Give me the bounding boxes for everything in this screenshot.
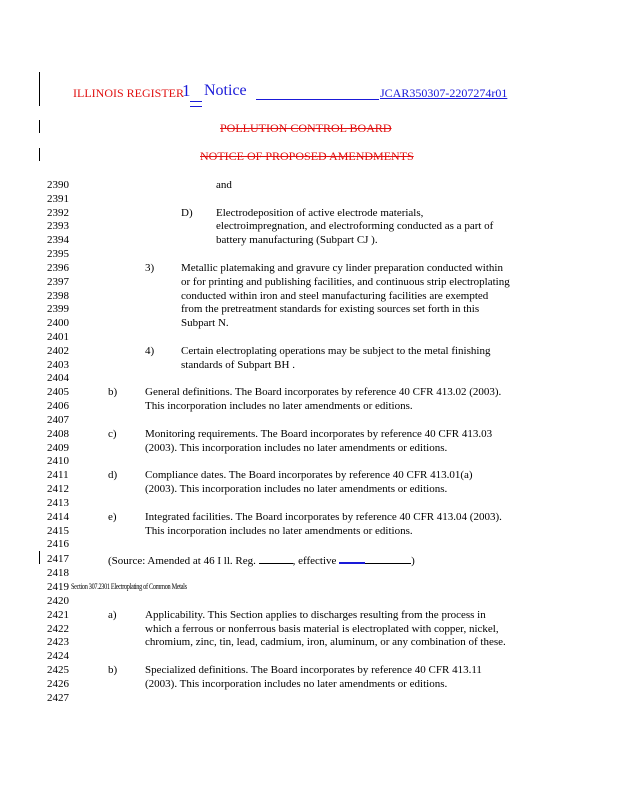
line-number: 2395 xyxy=(47,248,69,261)
line-number: 2397 xyxy=(47,275,69,288)
register-title: ILLINOIS REGISTER xyxy=(73,86,184,100)
line-text: Compliance dates. The Board incorporates by reference 40 CFR 413.01(a) xyxy=(145,469,473,482)
change-bar-4 xyxy=(39,551,40,564)
line-text: Metallic platemaking and gravure cy linder preparation conducted within xyxy=(181,261,503,274)
line-text: which a ferrous or nonferrous basis material is electroplated with copper, nickel, xyxy=(145,622,499,635)
item-label: a) xyxy=(108,608,117,621)
line-number: 2427 xyxy=(47,691,69,704)
reg-blank xyxy=(259,553,293,564)
notice-label: Notice xyxy=(204,82,247,99)
line-number: 2412 xyxy=(47,483,69,496)
line-text: (2003). This incorporation includes no later amendments or editions. xyxy=(145,483,448,496)
line-number: 2424 xyxy=(47,650,69,663)
line-text: or for printing and publishing facilities, and continuous strip electroplating xyxy=(181,275,510,288)
notice-underline xyxy=(256,99,379,100)
line-number: 2425 xyxy=(47,664,69,676)
section-heading: Section 307.2301 Electroplating of Common Metals xyxy=(71,582,187,591)
line-text: This incorporation includes no later amendments or editions. xyxy=(145,400,413,413)
line-number: 2401 xyxy=(47,331,69,344)
line-number: 2418 xyxy=(47,567,69,579)
line-number: 2414 xyxy=(47,510,69,523)
line-text: Subpart N. xyxy=(181,317,229,330)
line-text: battery manufacturing (Subpart CJ ). xyxy=(216,234,378,247)
line-number: 2390 xyxy=(47,179,69,191)
line-text: Certain electroplating operations may be subject to the metal finishing xyxy=(181,344,491,357)
change-bar-2 xyxy=(39,120,40,133)
notice-title: NOTICE OF PROPOSED AMENDMENTS xyxy=(200,149,414,163)
line-number: 2419 xyxy=(47,581,69,593)
effective-date-blank-blue xyxy=(339,552,365,564)
line-number: 2391 xyxy=(47,192,69,205)
change-bar-1 xyxy=(39,72,40,106)
line-number: 2417 xyxy=(47,553,69,565)
page-number-marks xyxy=(190,90,204,110)
item-label: b) xyxy=(108,664,118,676)
line-text: This incorporation includes no later amendments or editions. xyxy=(145,524,413,537)
line-text: chromium, zinc, tin, lead, cadmium, iron, aluminum, or any combination of these. xyxy=(145,636,506,649)
line-number: 2423 xyxy=(47,636,69,649)
jcar-code: JCAR350307-2207274r01 xyxy=(380,86,508,100)
line-text: and xyxy=(216,179,232,191)
item-label: c) xyxy=(108,427,117,440)
line-number: 2426 xyxy=(47,677,69,690)
line-number: 2399 xyxy=(47,303,69,316)
line-number: 2405 xyxy=(47,386,69,399)
line-number: 2415 xyxy=(47,524,69,537)
item-label: 3) xyxy=(145,261,155,274)
line-number: 2404 xyxy=(47,372,69,385)
line-number: 2400 xyxy=(47,317,69,330)
effective-date-blank xyxy=(365,553,411,564)
line-number: 2410 xyxy=(47,455,69,468)
board-name: POLLUTION CONTROL BOARD xyxy=(220,121,392,135)
change-bar-3 xyxy=(39,148,40,161)
line-text: from the pretreatment standards for existing sources set forth in this xyxy=(181,303,480,316)
line-number: 2406 xyxy=(47,400,69,413)
line-text: General definitions. The Board incorporates by reference 40 CFR 413.02 (2003). xyxy=(145,386,502,399)
line-text: standards of Subpart BH . xyxy=(181,358,295,371)
line-number: 2416 xyxy=(47,538,69,551)
item-label: b) xyxy=(108,386,118,399)
line-number: 2394 xyxy=(47,234,69,247)
line-text: Specialized definitions. The Board incorporates by reference 40 CFR 413.11 xyxy=(145,664,482,676)
line-number: 2409 xyxy=(47,441,69,454)
line-number: 2420 xyxy=(47,595,69,607)
line-text: (2003). This incorporation includes no later amendments or editions. xyxy=(145,441,448,454)
line-number: 2396 xyxy=(47,261,69,274)
line-number: 2403 xyxy=(47,358,69,371)
line-text: conducted within iron and steel manufacturing facilities are exempted xyxy=(181,289,489,302)
line-number: 2413 xyxy=(47,496,69,509)
line-text: Applicability. This Section applies to discharges resulting from the process in xyxy=(145,608,486,621)
line-text: Electrodeposition of active electrode materials, xyxy=(216,206,424,219)
item-label: D) xyxy=(181,206,193,219)
item-label: d) xyxy=(108,469,118,482)
line-text: Monitoring requirements. The Board incorporates by reference 40 CFR 413.03 xyxy=(145,427,493,440)
line-number: 2398 xyxy=(47,289,69,302)
line-number: 2422 xyxy=(47,622,69,635)
line-text: electroimpregnation, and electroforming conducted as a part of xyxy=(216,220,494,233)
line-text: Integrated facilities. The Board incorporates by reference 40 CFR 413.04 (2003). xyxy=(145,510,502,523)
line-number: 2407 xyxy=(47,413,69,426)
line-number: 2402 xyxy=(47,344,69,357)
item-label: e) xyxy=(108,510,117,523)
line-text: (2003). This incorporation includes no later amendments or editions. xyxy=(145,677,448,690)
line-number: 2393 xyxy=(47,220,69,233)
line-number: 2421 xyxy=(47,608,69,621)
line-number: 2408 xyxy=(47,427,69,440)
line-number: 2411 xyxy=(47,469,69,482)
line-number: 2392 xyxy=(47,206,69,219)
source-text: (Source: Amended at 46 I ll. Reg. , effective ) xyxy=(108,552,415,568)
item-label: 4) xyxy=(145,344,155,357)
page-number: 1 xyxy=(182,81,191,100)
